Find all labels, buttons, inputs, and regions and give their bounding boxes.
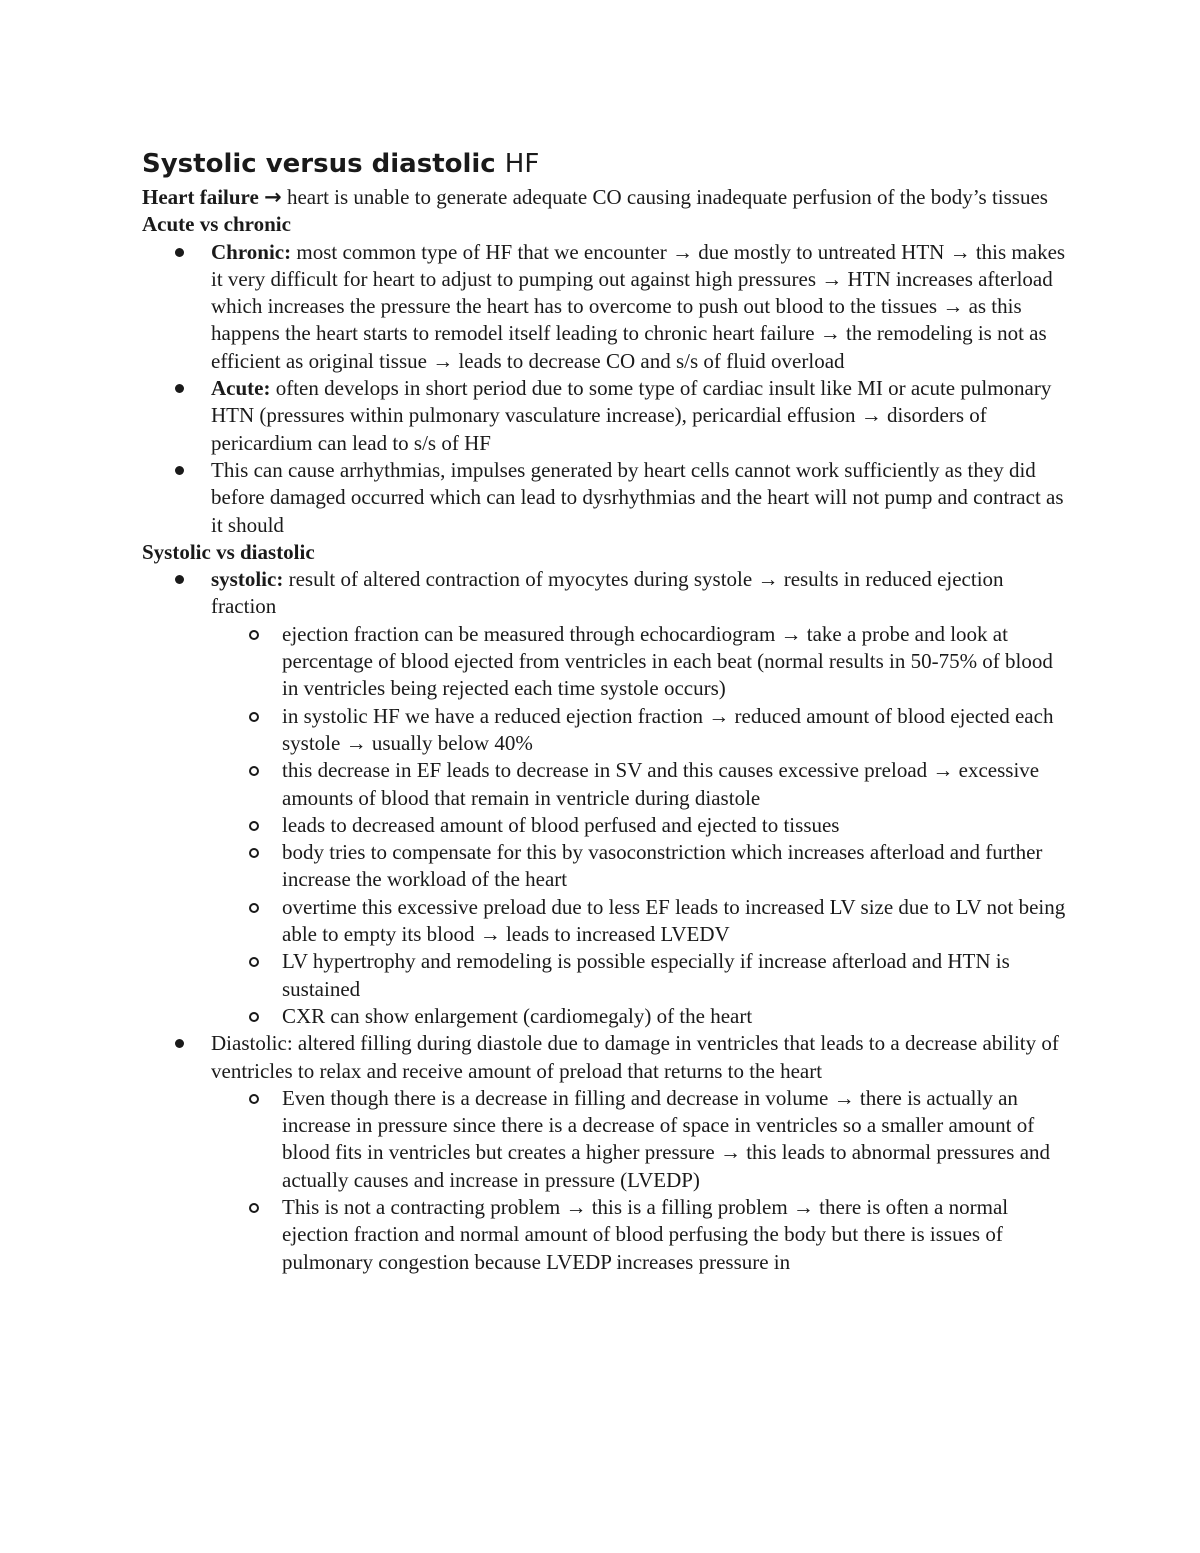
item-text: often develops in short period due to some type of cardiac insult like MI or acute pulmonary HTN (pressures within pulmonary vasculature increase), pericardial effusion → disorders of pericardium can lead to s/s of HF — [211, 376, 1052, 455]
title-bold: Systolic versus diastolic — [142, 149, 496, 179]
bullet-icon — [175, 384, 184, 393]
sub-item-text: body tries to compensate for this by vasoconstriction which increases afterload and further increase the workload of the heart — [282, 840, 1043, 892]
systolic-diastolic-list — [142, 566, 1072, 1276]
sub-list-item — [142, 703, 1072, 758]
page-title — [142, 144, 1072, 184]
sub-item-text: overtime this excessive preload due to less EF leads to increased LV size due to LV not being able to empty its blood → leads to increased LVEDV — [282, 894, 1066, 947]
document-page — [142, 144, 1072, 1276]
list-item-diastolic — [142, 1030, 1072, 1276]
circle-bullet-icon — [249, 821, 259, 831]
section-heading-systolic-diastolic: Systolic vs diastolic — [142, 539, 315, 564]
sub-list-item — [142, 894, 1072, 949]
sub-list-item — [142, 757, 1072, 812]
item-text: most common type of HF that we encounter → due mostly to untreated HTN → this makes it very difficult for heart to adjust to pumping out against high pressures → HTN increases afterload which increases the pressure the heart has to overcome to push out blood to the tissues → as this happens the heart starts to remodel itself leading to chronic heart failure → the remodeling is not as efficient as original tissue → leads to decrease CO and s/s of fluid overload — [211, 239, 1066, 373]
bullet-icon — [175, 466, 184, 475]
item-label: systolic: — [211, 567, 284, 592]
item-text: Diastolic: altered filling during diastole due to damage in ventricles that leads to a decrease ability of ventricles to relax and receive amount of preload that returns to the heart — [211, 1031, 1059, 1083]
intro-term: Heart failure — [142, 185, 259, 209]
sub-item-text: CXR can show enlargement (cardiomegaly) of the heart — [282, 1003, 753, 1028]
circle-bullet-icon — [249, 957, 259, 967]
sub-item-text: this decrease in EF leads to decrease in SV and this causes excessive preload → excessive amounts of blood that remain in ventricle during diastole — [282, 758, 1040, 810]
sub-list-item — [142, 1085, 1072, 1194]
circle-bullet-icon — [249, 630, 259, 640]
bullet-icon — [175, 1039, 184, 1048]
sub-list-item — [142, 812, 1072, 839]
title-light: HF — [504, 149, 540, 179]
bullet-icon — [175, 575, 184, 584]
list-item — [142, 375, 1072, 457]
sub-list-item — [142, 621, 1072, 703]
sub-item-text: leads to decreased amount of blood perfused and ejected to tissues — [282, 812, 840, 837]
sub-item-text: Even though there is a decrease in filling and decrease in volume → there is actually an increase in pressure since there is a decrease of space in ventricles so a smaller amount of blood fits in ventricles but creates a higher pressure → this leads to abnormal pressures and actually causes and increase in pressure (LVEDP) — [282, 1085, 1051, 1192]
diastolic-sublist — [211, 1085, 1072, 1276]
sub-list-item — [142, 839, 1072, 894]
sub-list-item — [142, 1194, 1072, 1276]
circle-bullet-icon — [249, 1094, 259, 1104]
intro-text: heart is unable to generate adequate CO causing inadequate perfusion of the body’s tissues — [286, 185, 1048, 209]
list-item — [142, 457, 1072, 539]
circle-bullet-icon — [249, 1012, 259, 1022]
item-text: This can cause arrhythmias, impulses generated by heart cells cannot work sufficiently as they did before damaged occurred which can lead to dysrhythmias and the heart will not pump and contract as it should — [211, 457, 1064, 537]
circle-bullet-icon — [249, 712, 259, 722]
list-item-systolic — [142, 566, 1072, 1030]
intro-paragraph — [142, 184, 1072, 211]
circle-bullet-icon — [249, 766, 259, 776]
circle-bullet-icon — [249, 903, 259, 913]
sub-item-text: LV hypertrophy and remodeling is possible especially if increase afterload and HTN is sustained — [282, 949, 1010, 1001]
item-text: result of altered contraction of myocytes during systole → results in reduced ejection fraction — [211, 567, 1004, 619]
item-label: Acute: — [211, 376, 271, 401]
bullet-icon — [175, 248, 184, 257]
acute-chronic-list — [142, 239, 1072, 539]
list-item — [142, 239, 1072, 375]
item-label: Chronic: — [211, 239, 292, 264]
circle-bullet-icon — [249, 1203, 259, 1213]
systolic-sublist — [211, 621, 1072, 1030]
arrow-icon: → — [264, 185, 282, 209]
sub-item-text: ejection fraction can be measured through echocardiogram → take a probe and look at percentage of blood ejected from ventricles in each beat (normal results in 50-75% of blood in ventricles being rejected each time systole occurs) — [282, 621, 1053, 701]
circle-bullet-icon — [249, 848, 259, 858]
sub-list-item — [142, 1003, 1072, 1030]
sub-item-text: in systolic HF we have a reduced ejection fraction → reduced amount of blood ejected each systole → usually below 40% — [282, 703, 1054, 755]
sub-list-item — [142, 948, 1072, 1003]
section-heading-acute-chronic: Acute vs chronic — [142, 212, 291, 237]
sub-item-text: This is not a contracting problem → this is a filling problem → there is often a normal ejection fraction and normal amount of blood perfusing the body but there is issues of pulmonary congestion because LVEDP increases pressure in — [282, 1194, 1009, 1274]
